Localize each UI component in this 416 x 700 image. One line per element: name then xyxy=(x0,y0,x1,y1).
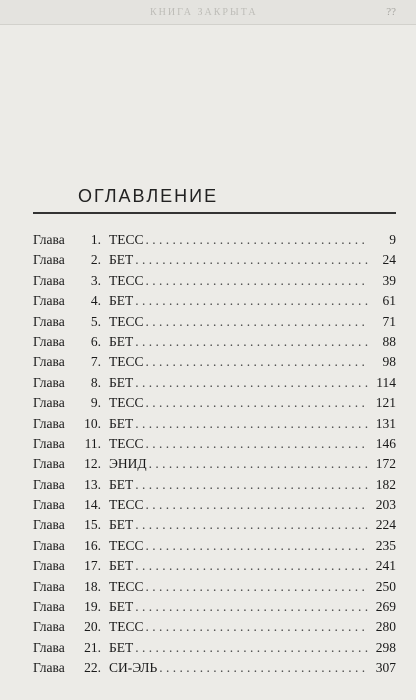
toc-entry xyxy=(33,454,396,474)
dot-leader xyxy=(146,577,368,597)
dot-leader xyxy=(146,352,368,372)
chapter-number: 7. xyxy=(90,354,101,370)
chapter-number: 21. xyxy=(84,639,101,655)
chapter-label: Глава xyxy=(33,354,65,370)
dot-leader xyxy=(146,393,368,413)
chapter-number: 11. xyxy=(84,435,101,451)
chapter-title: БЕТ xyxy=(109,558,134,574)
chapter-label: Глава xyxy=(33,374,65,390)
chapter-number: 18. xyxy=(84,578,101,594)
chapter-page: 182 xyxy=(375,476,396,492)
chapter-label: Глава xyxy=(33,395,65,411)
toc-entry xyxy=(33,577,396,597)
chapter-title: БЕТ xyxy=(109,517,134,533)
toc-entry xyxy=(33,352,396,372)
toc-entry xyxy=(33,495,396,515)
chapter-number: 14. xyxy=(84,497,101,513)
dot-leader xyxy=(146,312,368,332)
dot-leader xyxy=(159,658,368,678)
chapter-title: БЕТ xyxy=(109,599,134,615)
chapter-title: БЕТ xyxy=(109,639,134,655)
dot-leader xyxy=(146,434,368,454)
dot-leader xyxy=(135,597,368,617)
chapter-number: 4. xyxy=(90,293,101,309)
toc-entry xyxy=(33,658,396,678)
chapter-number: 3. xyxy=(90,272,101,288)
toc-entry xyxy=(33,291,396,311)
chapter-page: 224 xyxy=(375,517,396,533)
chapter-page: 39 xyxy=(382,272,396,288)
chapter-label: Глава xyxy=(33,252,65,268)
dot-leader xyxy=(146,230,368,250)
chapter-label: Глава xyxy=(33,293,65,309)
running-head: КНИГА ЗАКРЫТА xyxy=(150,7,258,18)
dot-leader xyxy=(135,638,368,658)
chapter-page: 172 xyxy=(375,456,396,472)
chapter-number: 6. xyxy=(90,333,101,349)
chapter-page: 98 xyxy=(382,354,396,370)
chapter-page: 235 xyxy=(375,537,396,553)
toc-entry xyxy=(33,332,396,352)
chapter-page: 250 xyxy=(375,578,396,594)
chapter-label: Глава xyxy=(33,313,65,329)
chapter-title: БЕТ xyxy=(109,333,134,349)
chapter-label: Глава xyxy=(33,415,65,431)
chapter-page: 114 xyxy=(376,374,396,390)
toc-title: ОГЛАВЛЕНИЕ xyxy=(74,186,222,207)
chapter-label: Глава xyxy=(33,558,65,574)
chapter-title: ТЕСС xyxy=(109,435,144,451)
chapter-title: ТЕСС xyxy=(109,354,144,370)
toc-entry xyxy=(33,271,396,291)
chapter-label: Глава xyxy=(33,660,65,676)
toc-entry xyxy=(33,230,396,250)
page-number: ?? xyxy=(386,6,396,18)
toc-entry xyxy=(33,475,396,495)
chapter-label: Глава xyxy=(33,456,65,472)
dot-leader xyxy=(146,495,368,515)
chapter-number: 12. xyxy=(84,456,101,472)
chapter-number: 2. xyxy=(90,252,101,268)
dot-leader xyxy=(135,373,368,393)
chapter-title: ТЕСС xyxy=(109,232,144,247)
chapter-page: 71 xyxy=(382,313,396,329)
chapter-title: ТЕСС xyxy=(109,395,144,411)
chapter-title: ТЕСС xyxy=(109,619,144,635)
chapter-number: 9. xyxy=(90,395,101,411)
chapter-page: 146 xyxy=(375,435,396,451)
chapter-title: СИ-ЭЛЬ xyxy=(109,660,158,676)
chapter-label: Глава xyxy=(33,497,65,513)
chapter-label: Глава xyxy=(33,476,65,492)
chapter-title: БЕТ xyxy=(109,415,134,431)
chapter-label: Глава xyxy=(33,639,65,655)
toc-entry xyxy=(33,312,396,332)
chapter-title: ТЕСС xyxy=(109,272,144,288)
chapter-number: 20. xyxy=(84,619,101,635)
chapter-title: ТЕСС xyxy=(109,578,144,594)
chapter-title: ЭНИД xyxy=(109,456,147,472)
dot-leader xyxy=(135,475,368,495)
chapter-label: Глава xyxy=(33,599,65,615)
chapter-label: Глава xyxy=(33,619,65,635)
chapter-page: 9 xyxy=(389,232,396,247)
chapter-title: ТЕСС xyxy=(109,497,144,513)
chapter-number: 15. xyxy=(84,517,101,533)
toc-entry xyxy=(33,414,396,434)
toc-entry xyxy=(33,515,396,535)
chapter-number: 22. xyxy=(84,660,101,676)
chapter-title: БЕТ xyxy=(109,252,134,268)
chapter-number: 5. xyxy=(90,313,101,329)
chapter-title: БЕТ xyxy=(109,374,134,390)
dot-leader xyxy=(135,332,368,352)
chapter-page: 203 xyxy=(375,497,396,513)
chapter-title: БЕТ xyxy=(109,293,134,309)
toc-entry xyxy=(33,393,396,413)
dot-leader xyxy=(135,250,368,270)
chapter-number: 17. xyxy=(84,558,101,574)
chapter-page: 88 xyxy=(382,333,396,349)
chapter-number: 10. xyxy=(84,415,101,431)
chapter-label: Глава xyxy=(33,232,65,247)
toc-entry xyxy=(33,556,396,576)
toc-entry xyxy=(33,434,396,454)
toc-entry xyxy=(33,536,396,556)
chapter-page: 131 xyxy=(375,415,396,431)
dot-leader xyxy=(146,536,368,556)
title-rule xyxy=(33,212,396,214)
chapter-page: 24 xyxy=(382,252,396,268)
chapter-label: Глава xyxy=(33,578,65,594)
chapter-label: Глава xyxy=(33,435,65,451)
dot-leader xyxy=(149,454,368,474)
dot-leader xyxy=(135,414,368,434)
page-header xyxy=(0,0,416,25)
chapter-label: Глава xyxy=(33,333,65,349)
chapter-page: 121 xyxy=(375,395,396,411)
dot-leader xyxy=(146,617,368,637)
chapter-page: 307 xyxy=(375,660,396,676)
chapter-label: Глава xyxy=(33,537,65,553)
toc-entry xyxy=(33,250,396,270)
chapter-title: ТЕСС xyxy=(109,313,144,329)
toc-entry xyxy=(33,597,396,617)
dot-leader xyxy=(135,291,368,311)
chapter-label: Глава xyxy=(33,517,65,533)
chapter-page: 61 xyxy=(382,293,396,309)
chapter-number: 1. xyxy=(90,232,101,247)
chapter-page: 241 xyxy=(375,558,396,574)
chapter-page: 280 xyxy=(375,619,396,635)
table-of-contents xyxy=(33,230,396,679)
chapter-number: 16. xyxy=(84,537,101,553)
toc-entry xyxy=(33,638,396,658)
chapter-page: 269 xyxy=(375,599,396,615)
chapter-number: 19. xyxy=(84,599,101,615)
dot-leader xyxy=(146,271,368,291)
chapter-title: ТЕСС xyxy=(109,537,144,553)
chapter-page: 298 xyxy=(375,639,396,655)
chapter-number: 8. xyxy=(90,374,101,390)
chapter-label: Глава xyxy=(33,272,65,288)
dot-leader xyxy=(135,556,368,576)
toc-entry xyxy=(33,617,396,637)
dot-leader xyxy=(135,515,368,535)
chapter-title: БЕТ xyxy=(109,476,134,492)
toc-entry xyxy=(33,373,396,393)
chapter-number: 13. xyxy=(84,476,101,492)
